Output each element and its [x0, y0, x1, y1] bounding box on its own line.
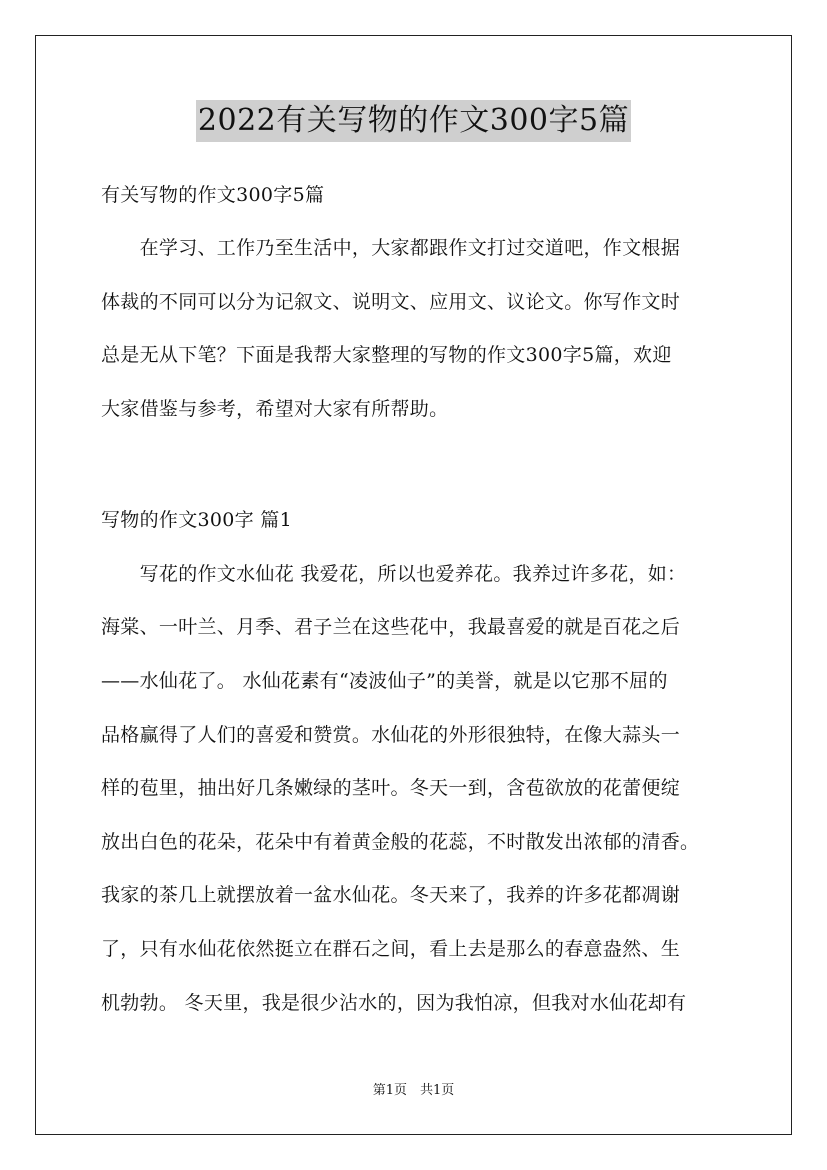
body-line: 海棠、一叶兰、月季、君子兰在这些花中，我最喜爱的就是百花之后	[101, 616, 681, 638]
body-line: 写花的作文水仙花 我爱花，所以也爱养花。我养过许多花，如：	[101, 563, 687, 585]
body-line: 放出白色的花朵，花朵中有着黄金般的花蕊，不时散发出浓郁的清香。	[101, 831, 700, 853]
intro-line: 在学习、工作乃至生活中，大家都跟作文打过交道吧，作文根据	[101, 237, 681, 259]
intro-line: 体裁的不同可以分为记叙文、说明文、应用文、议论文。你写作文时	[101, 291, 681, 313]
body-line: 我家的茶几上就摆放着一盆水仙花。冬天来了，我养的许多花都凋谢	[101, 884, 681, 906]
body-line: ——水仙花了。 水仙花素有“凌波仙子”的美誉，就是以它那不屈的	[101, 670, 668, 692]
document-subtitle: 有关写物的作文300字5篇	[101, 184, 325, 206]
body-line: 了，只有水仙花依然挺立在群石之间，看上去是那么的春意盎然、生	[101, 938, 681, 960]
intro-line: 总是无从下笔？下面是我帮大家整理的写物的作文300字5篇，欢迎	[101, 344, 672, 366]
section-heading: 写物的作文300字 篇1	[101, 509, 292, 531]
body-line: 品格赢得了人们的喜爱和赞赏。水仙花的外形很独特，在像大蒜头一	[101, 724, 681, 746]
body-line: 机勃勃。 冬天里，我是很少沾水的，因为我怕凉，但我对水仙花却有	[101, 992, 687, 1014]
document-title	[0, 100, 827, 142]
page-footer: 第1页 共1页	[372, 1083, 455, 1098]
body-line: 样的苞里，抽出好几条嫩绿的茎叶。冬天一到，含苞欲放的花蕾便绽	[101, 777, 681, 799]
intro-line: 大家借鉴与参考，希望对大家有所帮助。	[101, 398, 449, 420]
document-title-text: 2022有关写物的作文300字5篇	[196, 100, 631, 142]
